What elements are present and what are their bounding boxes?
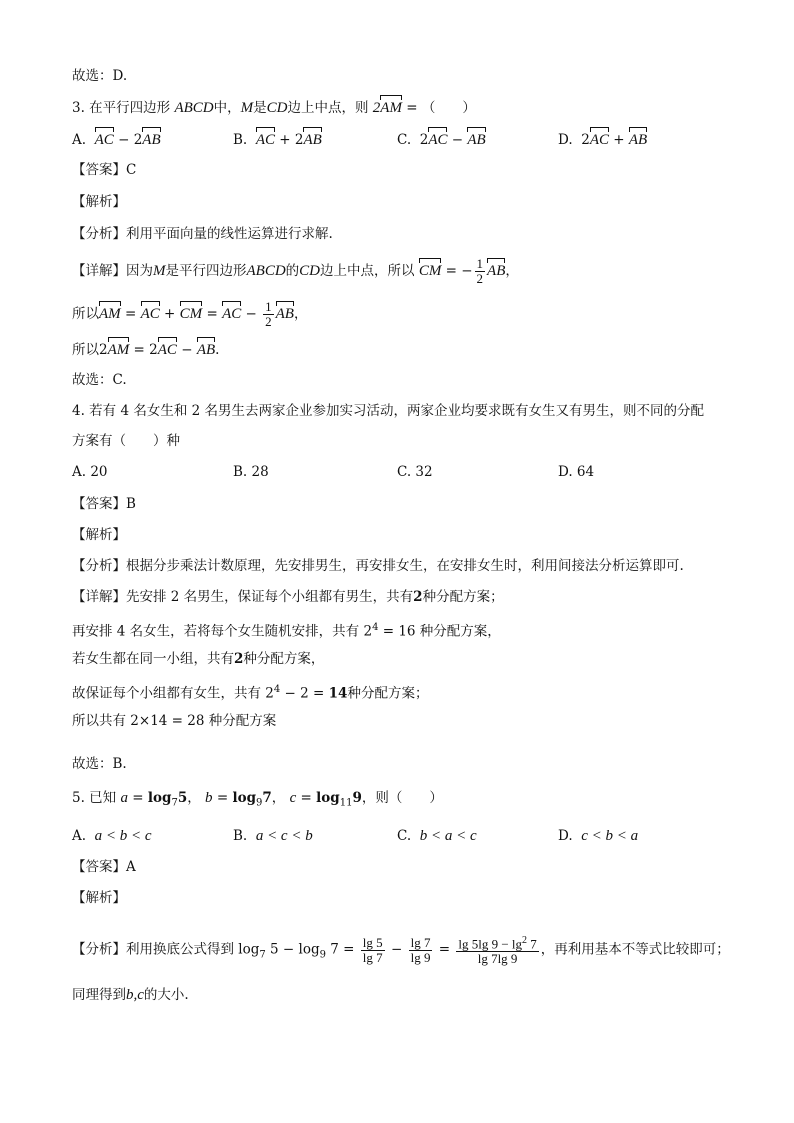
q5-last-line: 同理得到b,c的大小. xyxy=(72,987,189,1003)
q4-choice: 故选：B. xyxy=(72,756,127,772)
q5-option-c: C. b < a < c xyxy=(397,828,477,844)
q3-detail: 【详解】因为M是平行四边形ABCD的CD边上中点，所以 CM = − $\frac{1}{2}$ AB， xyxy=(72,256,519,286)
q4-detail-line2: 再安排 4 名女生，若将每个女生随机安排，共有 $2^4 = 16$ 种分配方案， xyxy=(72,622,501,640)
q5-option-b: B. a < c < b xyxy=(233,828,313,844)
q4-option-c: C. 32 xyxy=(397,464,433,480)
q4-option-b: B. 28 xyxy=(233,464,269,480)
q4-option-a: A. 20 xyxy=(72,464,108,480)
q5-option-d: D. c < b < a xyxy=(558,828,639,844)
q4-fenxi: 【分析】根据分步乘法计数原理，先安排男生，再安排女生，在安排女生时，利用间接法分析运算即可. xyxy=(72,558,684,574)
q3-detail-step2: 所以AM = AC + CM = AC − $\frac{1}{2}$ AB， xyxy=(72,299,308,329)
q3-detail-step3: 所以2AM = 2AC − AB. xyxy=(72,342,220,358)
q4-detail-line4: 故保证每个小组都有女生，共有 $2^4 - 2 = 14$种分配方案； xyxy=(72,684,429,702)
q4-answer: 【答案】B xyxy=(72,496,136,512)
q5-answer: 【答案】A xyxy=(72,859,136,875)
q5-fenxi: 【分析】利用换底公式得到 $\log_7 5 - \log_9 7$ = $\frac{\lg 5}{\lg 7}$ − $\frac{\lg 7}{\lg 9}$ = $\frac{\lg 5\lg 9 - \lg^2 7}{\lg 7\lg 9}$ ，再利用基本不等式比较即可； xyxy=(72,934,730,967)
q4-detail-line3: 若女生都在同一小组，共有2种分配方案， xyxy=(72,651,325,667)
q3-analysis-heading: 【解析】 xyxy=(72,194,126,210)
q3-option-a: A. AC − 2AB xyxy=(72,132,161,148)
q3-option-b: B. AC + 2AB xyxy=(233,132,322,148)
q3-answer: 【答案】C xyxy=(72,162,137,178)
q4-option-d: D. 64 xyxy=(558,464,595,480)
q5-analysis-heading: 【解析】 xyxy=(72,890,126,906)
q4-detail-line5: 所以共有 2×14 = 28 种分配方案 xyxy=(72,713,277,729)
q3-fenxi: 【分析】利用平面向量的线性运算进行求解. xyxy=(72,226,333,242)
q3-stem: 3. 在平行四边形 ABCD中，M是CD边上中点，则 2AM = （ ） xyxy=(72,100,476,116)
q4-detail-line1: 【详解】先安排 2 名男生，保证每个小组都有男生，共有2种分配方案； xyxy=(72,589,504,605)
q3-choice: 故选：C. xyxy=(72,372,127,388)
q5-stem: 5. 已知 $a = \log_75$， $b = \log_97$， $c = \log_{11}9$，则（ ） xyxy=(72,790,443,809)
q3-option-d: D. 2AC + AB xyxy=(558,132,648,148)
q4-stem-line2: 方案有（ ）种 xyxy=(72,433,180,449)
q3-option-c: C. 2AC − AB xyxy=(397,132,486,148)
q4-analysis-heading: 【解析】 xyxy=(72,527,126,543)
q5-option-a: A. a < b < c xyxy=(72,828,152,844)
q2-choice: 故选：D. xyxy=(72,68,128,84)
q4-stem-line1: 4. 若有 4 名女生和 2 名男生去两家企业参加实习活动，两家企业均要求既有女生又有男生，则不同的分配 xyxy=(72,403,705,419)
